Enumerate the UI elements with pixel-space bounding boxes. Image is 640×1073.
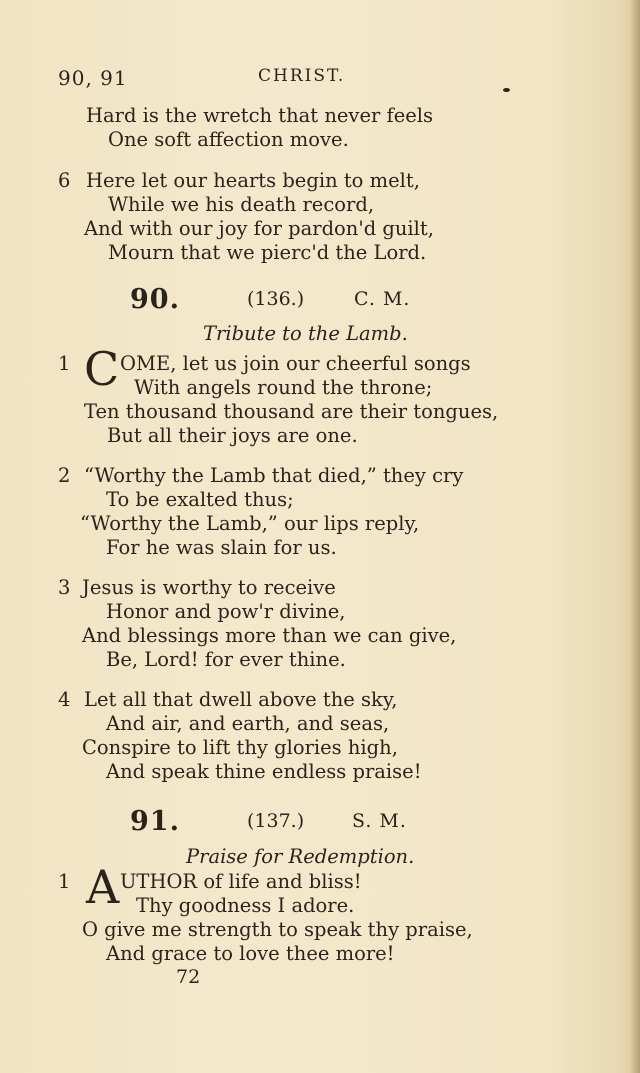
stanza-number: 6 [58,169,71,192]
verse-line: Be, Lord! for ever thine. [106,648,346,671]
hymn-meter: S. M. [352,810,407,832]
verse-line: Honor and pow'r divine, [106,600,346,623]
verse-line: To be exalted thus; [106,488,294,511]
page-edge-shadow [630,0,640,1073]
hymn-meter: C. M. [354,288,411,310]
drop-cap: C [84,342,120,396]
hymn-alt-number: (137.) [247,810,305,832]
ink-spot [503,88,510,92]
verse-line: O give me strength to speak thy praise, [82,918,473,941]
verse-line: With angels round the throne; [134,376,433,399]
verse-line: “Worthy the Lamb that died,” they cry [84,464,464,487]
hymn-title: Tribute to the Lamb. [203,322,408,345]
verse-line: And blessings more than we can give, [82,624,457,647]
stanza-number: 3 [58,576,71,599]
verse-line: For he was slain for us. [106,536,337,559]
header-section-title: CHRIST. [258,66,346,86]
verse-line: Hard is the wretch that never feels [86,104,434,127]
verse-line: And air, and earth, and seas, [106,712,390,735]
verse-line: Mourn that we pierc'd the Lord. [108,241,427,264]
stanza-number: 1 [58,352,71,375]
hymn-title: Praise for Redemption. [186,845,415,868]
page-number: 72 [176,966,201,988]
stanza-number: 2 [58,464,71,487]
verse-line: Conspire to lift thy glories high, [82,736,398,759]
verse-line: Here let our hearts begin to melt, [86,169,420,192]
verse-line: OME, let us join our cheerful songs [120,352,471,375]
hymn-number: 90. [130,284,180,315]
drop-cap: A [86,860,120,914]
verse-line: UTHOR of life and bliss! [120,870,362,893]
hymn-alt-number: (136.) [247,288,305,310]
verse-line: While we his death record, [108,193,375,216]
verse-line: And speak thine endless praise! [106,760,422,783]
header-hymn-range: 90, 91 [58,66,128,90]
stanza-number: 4 [58,688,71,711]
verse-line: And with our joy for pardon'd guilt, [84,217,434,240]
verse-line: Ten thousand thousand are their tongues, [84,400,499,423]
stanza-number: 1 [58,870,71,893]
verse-line: Jesus is worthy to receive [82,576,336,599]
verse-line: And grace to love thee more! [106,942,395,965]
verse-line: But all their joys are one. [107,424,358,447]
verse-line: “Worthy the Lamb,” our lips reply, [80,512,420,535]
verse-line: One soft affection move. [108,128,349,151]
verse-line: Thy goodness I adore. [136,894,355,917]
hymn-number: 91. [130,806,180,837]
verse-line: Let all that dwell above the sky, [84,688,398,711]
running-header [58,66,498,96]
